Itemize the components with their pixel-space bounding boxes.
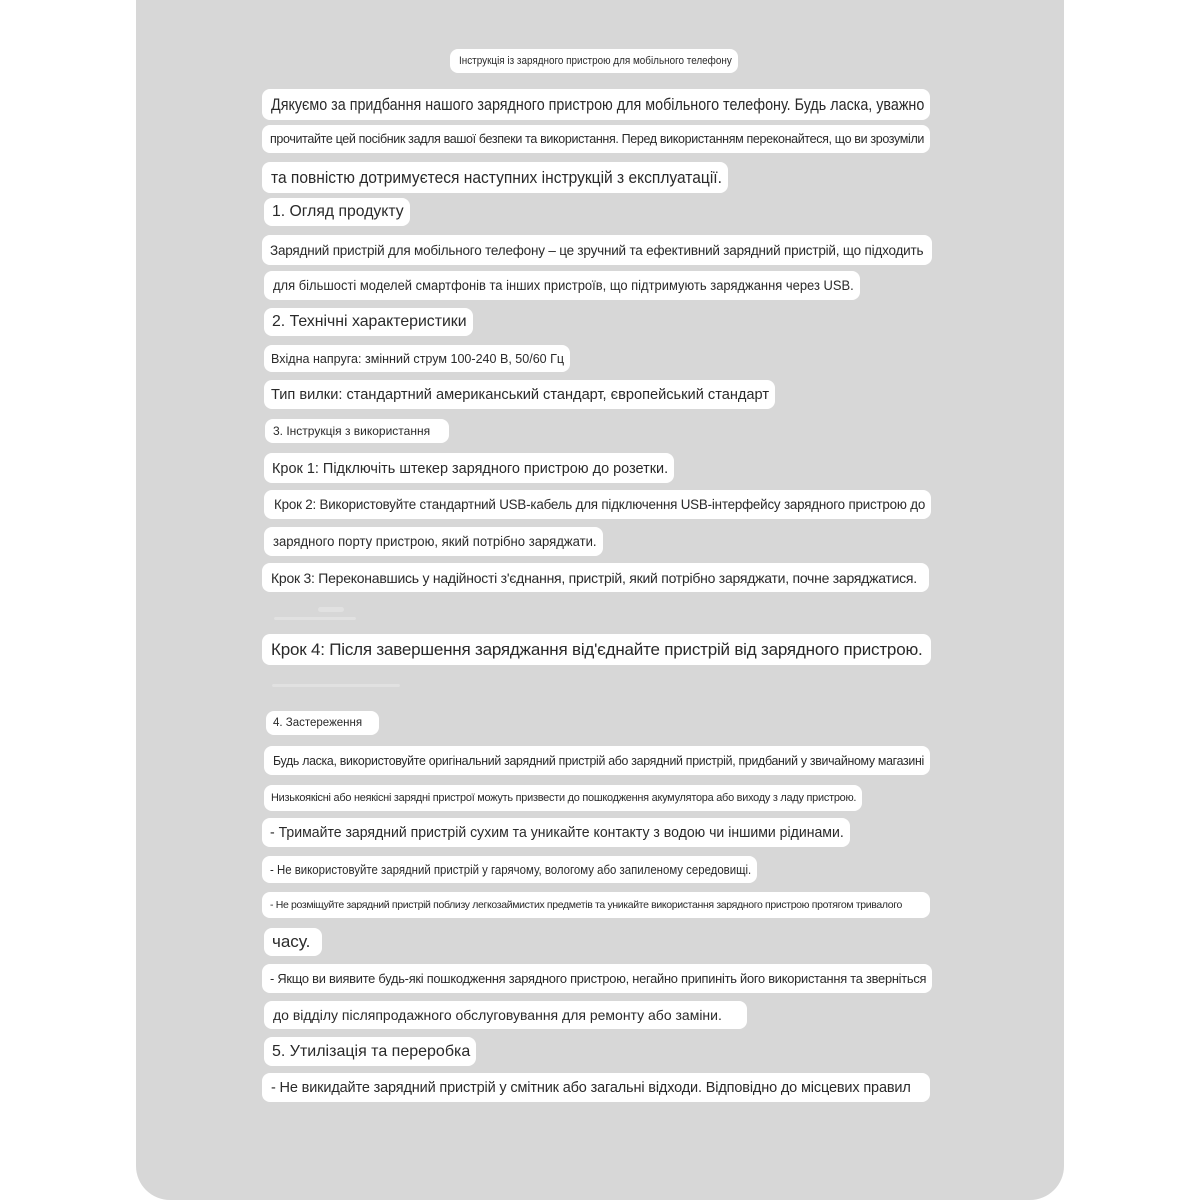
usage-step-2-line-1: Крок 2: Використовуйте стандартний USB-кабель для підключення USB-інтерфейсу зарядного пристрою до xyxy=(264,490,931,519)
warning-bullet-environment: - Не використовуйте зарядний пристрій у гарячому, вологому або запиленому середовищі. xyxy=(262,856,757,883)
intro-line-1: Дякуємо за придбання нашого зарядного пристрою для мобільного телефону. Будь ласка, уважно xyxy=(262,89,930,120)
warning-bullet-damage-line-1: - Якщо ви виявите будь-які пошкодження зарядного пристрою, негайно припиніть його використання та зверніться xyxy=(262,964,932,993)
spec-plug-type: Тип вилки: стандартний американський стандарт, європейський стандарт xyxy=(264,380,775,409)
disposal-line-1: - Не викидайте зарядний пристрій у смітник або загальні відходи. Відповідно до місцевих правил xyxy=(262,1073,930,1102)
usage-step-4: Крок 4: Після завершення заряджання від'єднайте пристрій від зарядного пристрою. xyxy=(262,634,931,665)
usage-step-2-line-2: зарядного порту пристрою, який потрібно заряджати. xyxy=(264,527,603,556)
warning-bullet-flammable: - Не розміщуйте зарядний пристрій поблизу легкозаймистих предметів та уникайте використання зарядного пристрою протягом тривалого xyxy=(262,892,930,918)
warning-bullet-dry: - Тримайте зарядний пристрій сухим та уникайте контакту з водою чи іншими рідинами. xyxy=(262,818,850,847)
faint-mark xyxy=(318,607,344,612)
document-title: Інструкція із зарядного пристрою для мобільного телефону xyxy=(450,49,738,73)
usage-step-3: Крок 3: Переконавшись у надійності з'єднання, пристрій, який потрібно заряджати, почне заряджатися. xyxy=(262,563,929,592)
section-heading-usage: 3. Інструкція з використання xyxy=(265,419,449,443)
warning-line-1: Будь ласка, використовуйте оригінальний зарядний пристрій або зарядний пристрій, придбаний у звичайному магазині xyxy=(264,746,930,775)
section-heading-overview: 1. Огляд продукту xyxy=(264,198,410,226)
warning-bullet-flammable-cont: часу. xyxy=(264,928,322,956)
intro-line-2: прочитайте цей посібник задля вашої безпеки та використання. Перед використанням переконайтеся, що ви зрозуміли xyxy=(262,125,930,153)
warning-line-2: Низькоякісні або неякісні зарядні пристрої можуть призвести до пошкодження акумулятора або виходу з ладу пристрою. xyxy=(264,785,862,811)
spec-input-voltage: Вхідна напруга: змінний струм 100-240 В, 50/60 Гц xyxy=(264,345,570,372)
section-heading-warnings: 4. Застереження xyxy=(266,711,379,735)
usage-step-1: Крок 1: Підключіть штекер зарядного пристрою до розетки. xyxy=(264,453,674,483)
faint-mark xyxy=(272,684,400,687)
section-heading-disposal: 5. Утилізація та переробка xyxy=(264,1037,476,1066)
section-heading-specs: 2. Технічні характеристики xyxy=(264,308,473,336)
faint-mark xyxy=(274,617,356,620)
warning-bullet-damage-line-2: до відділу післяпродажного обслуговування для ремонту або заміни. xyxy=(264,1001,747,1029)
overview-line-2: для більшості моделей смартфонів та інших пристроїв, що підтримують заряджання через USB. xyxy=(264,271,860,300)
intro-line-3: та повністю дотримуєтеся наступних інструкцій з експлуатації. xyxy=(262,162,728,193)
overview-line-1: Зарядний пристрій для мобільного телефону – це зручний та ефективний зарядний пристрій, що підходить xyxy=(262,235,932,265)
